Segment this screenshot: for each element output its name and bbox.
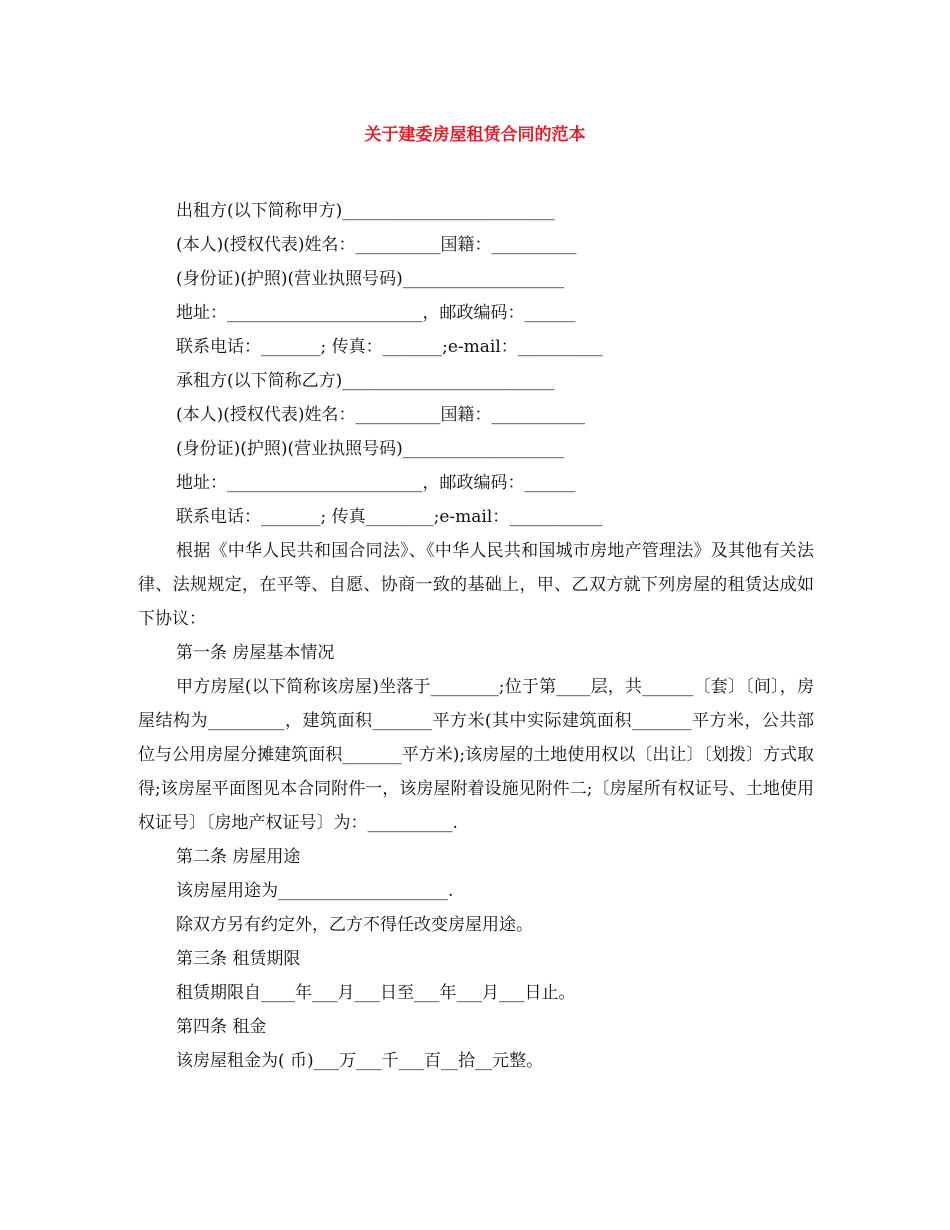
article-3-term-line: 租赁期限自____年___月___日至___年___月___日止。 (176, 983, 576, 1003)
article-2-restriction-line: 除双方另有约定外，乙方不得任改变房屋用途。 (176, 915, 533, 935)
article-3-heading: 第三条 租赁期限 (176, 949, 301, 969)
contract-body (138, 194, 814, 1078)
lessee-contact-line: 联系电话：_______; 传真________;e-mail：___________ (176, 507, 603, 527)
intro-paragraph: 根据《中华人民共和国合同法》、《中华人民共和国城市房地产管理法》及其他有关法律、法规规定，在平等、自愿、协商一致的基础上，甲、乙双方就下列房屋的租赁达成如下协议： (138, 541, 814, 629)
document-title: 关于建委房屋租赁合同的范本 (364, 125, 586, 145)
article-2-usage-line: 该房屋用途为____________________. (176, 881, 454, 901)
lessee-line: 承租方(以下简称乙方)_________________________ (176, 371, 555, 391)
lessor-name-nationality-line: (本人)(授权代表)姓名：__________国籍：__________ (176, 235, 577, 255)
lessor-id-line: (身份证)(护照)(营业执照号码)___________________ (176, 269, 565, 289)
lessor-contact-line: 联系电话：_______; 传真：_______;e-mail：__________ (176, 337, 603, 357)
lessee-address-line: 地址：_______________________，邮政编码：______ (176, 473, 576, 493)
article-1-paragraph: 甲方房屋(以下简称该房屋)坐落于________;位于第____层，共______〔套〕〔间〕，房屋结构为_________，建筑面积_______平方米(其中实际建筑面积_______平方米，公共部位与公用房屋分摊建筑面积_______平方米);该房屋的土地使用权以〔出让〕〔划拨〕方式取得;该房屋平面图见本合同附件一，该房屋附着设施见附件二;〔房屋所有权证号、土地使用权证号〕〔房地产权证号〕为：__________. (138, 677, 814, 833)
lessor-address-line: 地址：_______________________，邮政编码：______ (176, 303, 576, 323)
article-2-heading: 第二条 房屋用途 (176, 847, 301, 867)
article-4-rent-line: 该房屋租金为( 币)___万___千___百__拾__元整。 (176, 1051, 544, 1071)
lessor-line: 出租方(以下简称甲方)_________________________ (176, 201, 555, 221)
lessee-id-line: (身份证)(护照)(营业执照号码)___________________ (176, 439, 565, 459)
article-1-heading: 第一条 房屋基本情况 (176, 643, 335, 663)
lessee-name-nationality-line: (本人)(授权代表)姓名：__________国籍：___________ (176, 405, 586, 425)
article-4-heading: 第四条 租金 (176, 1017, 267, 1037)
